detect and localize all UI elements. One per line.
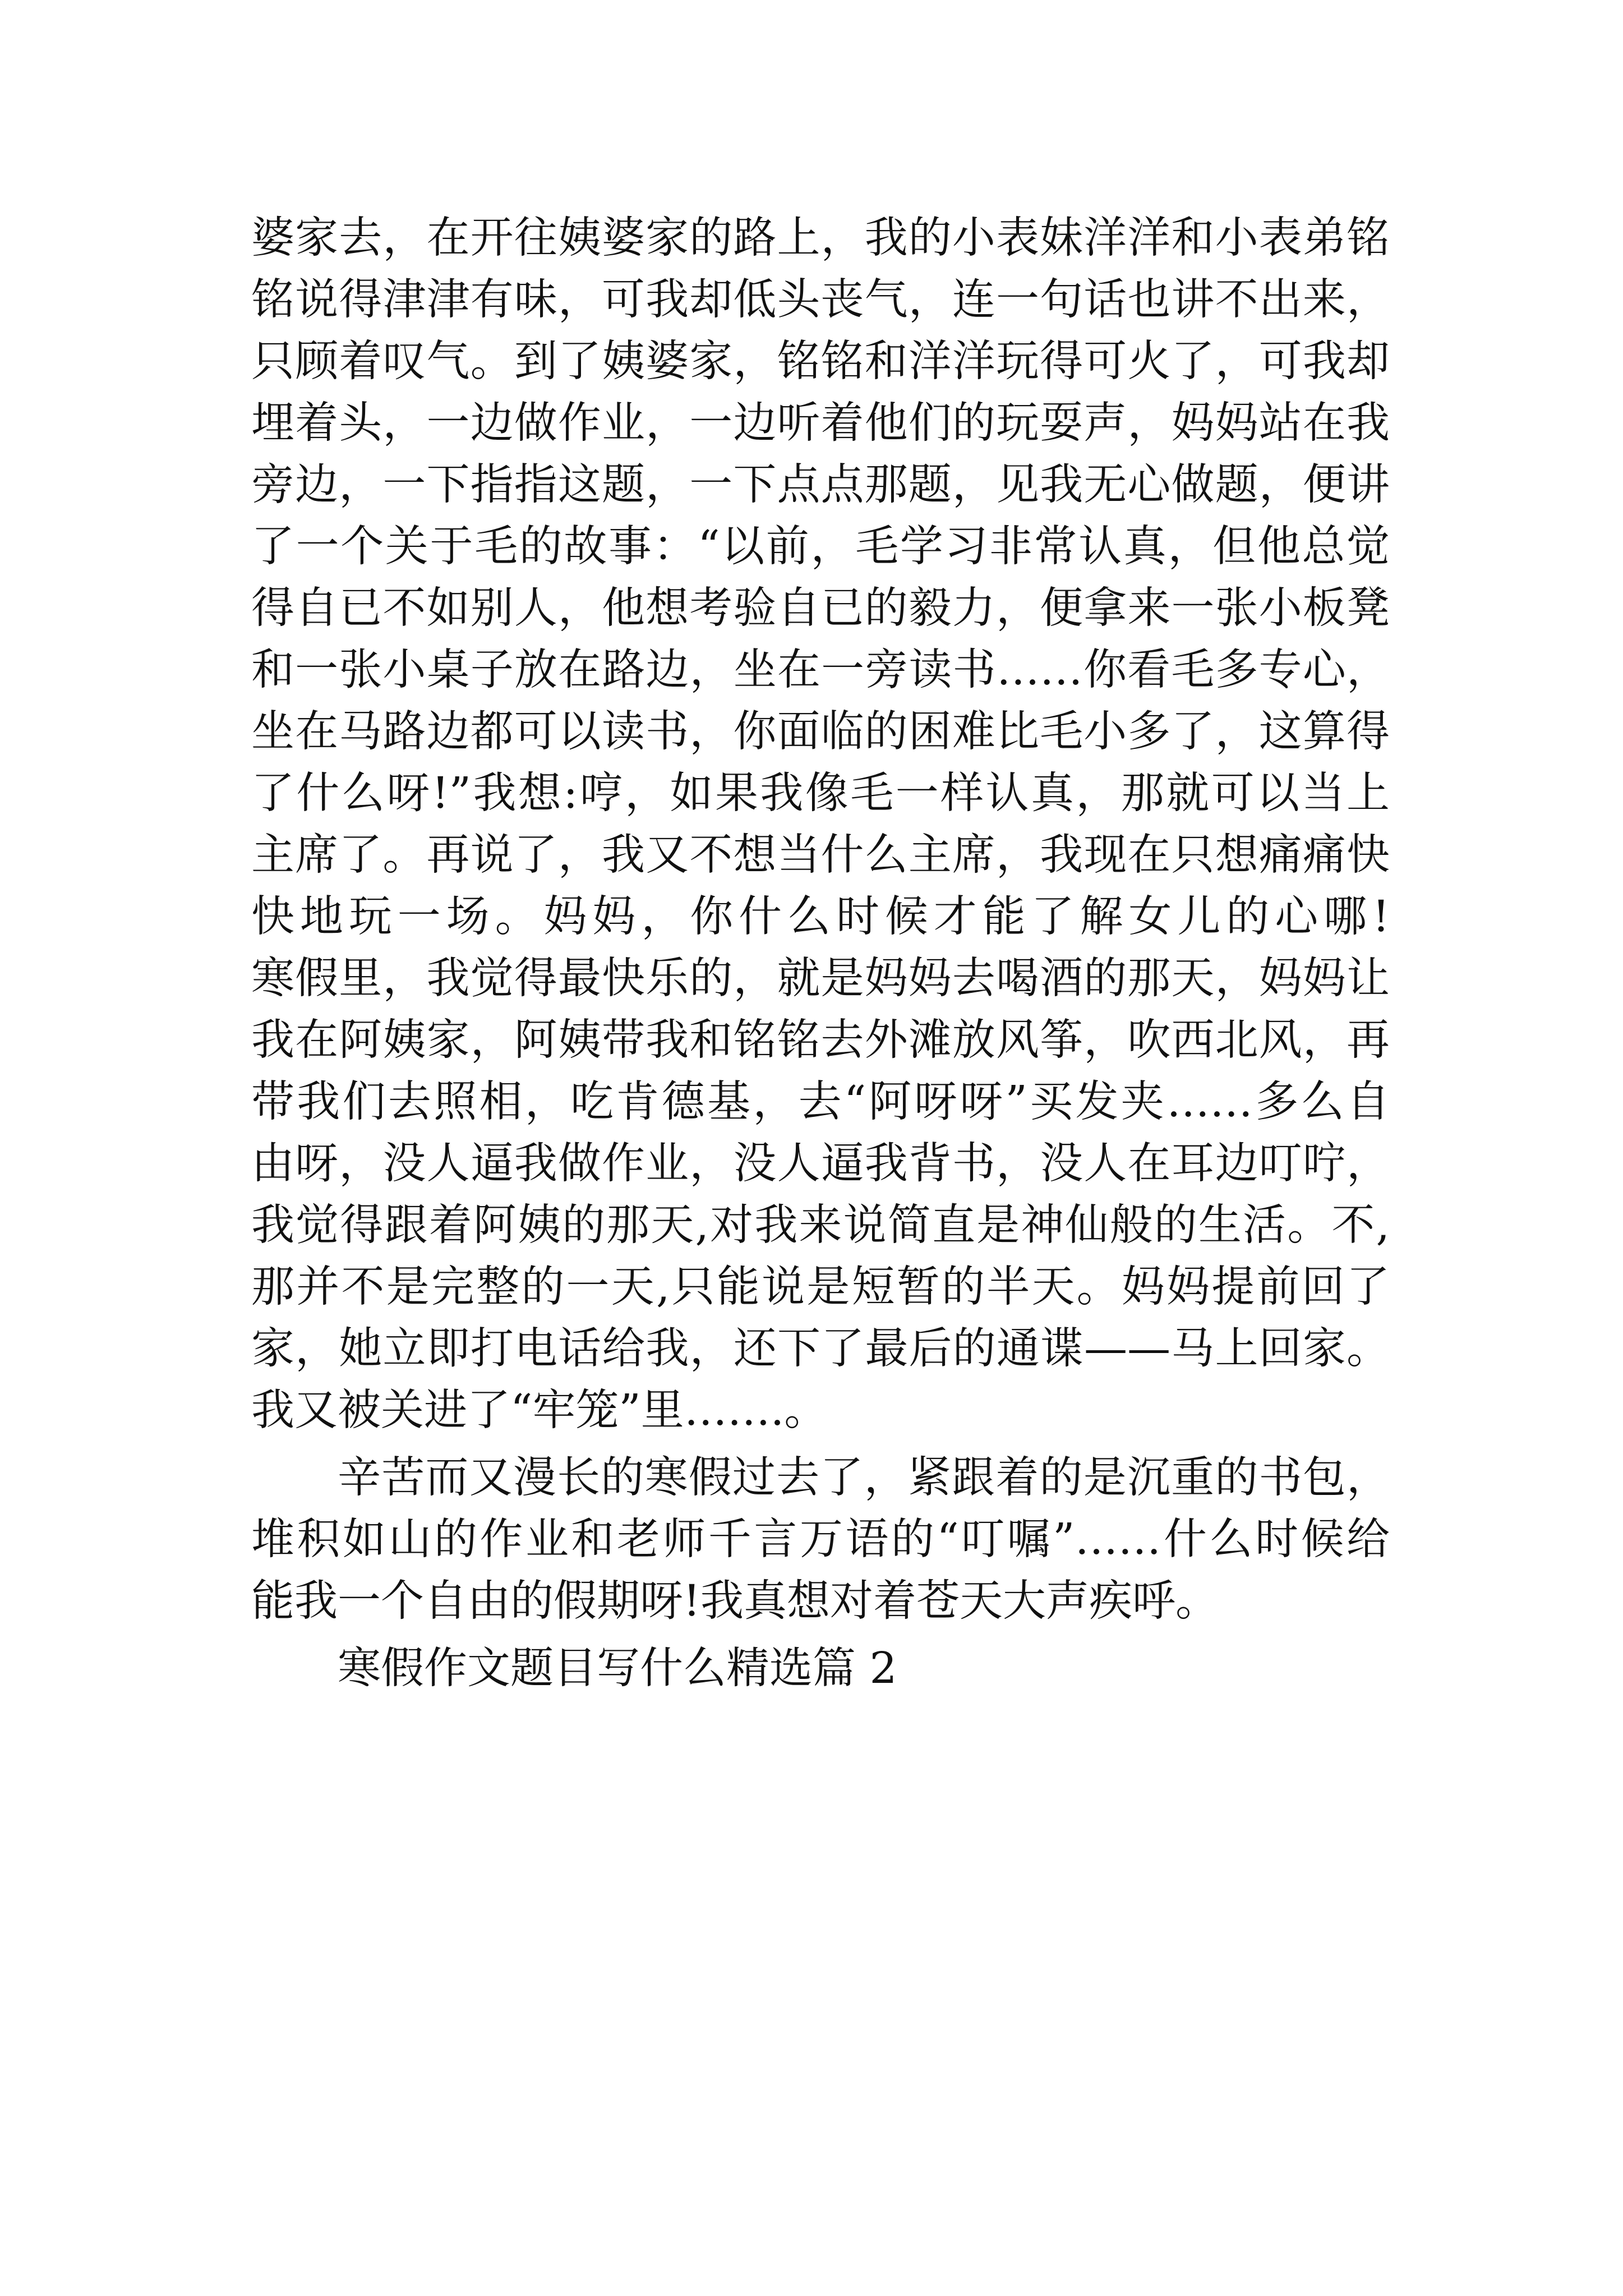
text-line: 埋着头，一边做作业，一边听着他们的玩耍声，妈妈站在我: [251, 398, 1390, 448]
text-line: 了一个关于毛的故事：“以前，毛学习非常认真，但他总觉: [251, 522, 1390, 572]
text-line: 主席了。再说了，我又不想当什么主席，我现在只想痛痛快: [251, 830, 1390, 880]
paragraph-2: [251, 1447, 1390, 1632]
text-line: 旁边，一下指指这题，一下点点那题，见我无心做题，便讲: [251, 460, 1390, 510]
section-heading: 寒假作文题目写什么精选篇 2: [338, 1644, 897, 1694]
text-line: 我觉得跟着阿姨的那天,对我来说简直是神仙般的生活。不,: [251, 1200, 1390, 1250]
text-line: 辛苦而又漫长的寒假过去了，紧跟着的是沉重的书包，: [338, 1453, 1390, 1503]
text-line: 我又被关进了“牢笼”里…….。: [251, 1386, 828, 1435]
text-line: 和一张小桌子放在路边，坐在一旁读书……你看毛多专心，: [251, 645, 1390, 695]
paragraph-spacer: [251, 1632, 1390, 1638]
text-line: 那并不是完整的一天,只能说是短暂的半天。妈妈提前回了: [251, 1262, 1390, 1312]
text-line: 寒假里，我觉得最快乐的，就是妈妈去喝酒的那天，妈妈让: [251, 954, 1390, 1004]
text-line: 家，她立即打电话给我，还下了最后的通谍——马上回家。: [251, 1324, 1390, 1374]
text-line: 铭说得津津有味，可我却低头丧气，连一句话也讲不出来，: [251, 275, 1390, 325]
text-line: 婆家去，在开往姨婆家的路上，我的小表妹洋洋和小表弟铭: [251, 213, 1390, 263]
text-line: 坐在马路边都可以读书，你面临的困难比毛小多了，这算得: [251, 707, 1390, 757]
text-line: 能我一个自由的假期呀!我真想对着苍天大声疾呼。: [251, 1576, 1219, 1626]
text-line: 快地玩一场。妈妈，你什么时候才能了解女儿的心哪!: [251, 892, 1390, 942]
text-line: 了什么呀!”我想:哼，如果我像毛一样认真，那就可以当上: [251, 769, 1390, 818]
text-line: 带我们去照相，吃肯德基，去“阿呀呀”买发夹……多么自: [251, 1077, 1390, 1127]
text-line: 只顾着叹气。到了姨婆家，铭铭和洋洋玩得可火了，可我却: [251, 337, 1390, 386]
text-line: 我在阿姨家，阿姨带我和铭铭去外滩放风筝，吹西北风，再: [251, 1015, 1390, 1065]
paragraph-spacer: [251, 1442, 1390, 1447]
document-body: [251, 208, 1390, 1700]
text-line: 得自已不如别人，他想考验自已的毅力，便拿来一张小板凳: [251, 583, 1390, 633]
paragraph-1: [251, 208, 1390, 1442]
text-line: 由呀，没人逼我做作业，没人逼我背书，没人在耳边叮咛，: [251, 1139, 1390, 1189]
text-line: 堆积如山的作业和老师千言万语的“叮嘱”……什么时候给: [251, 1515, 1390, 1565]
